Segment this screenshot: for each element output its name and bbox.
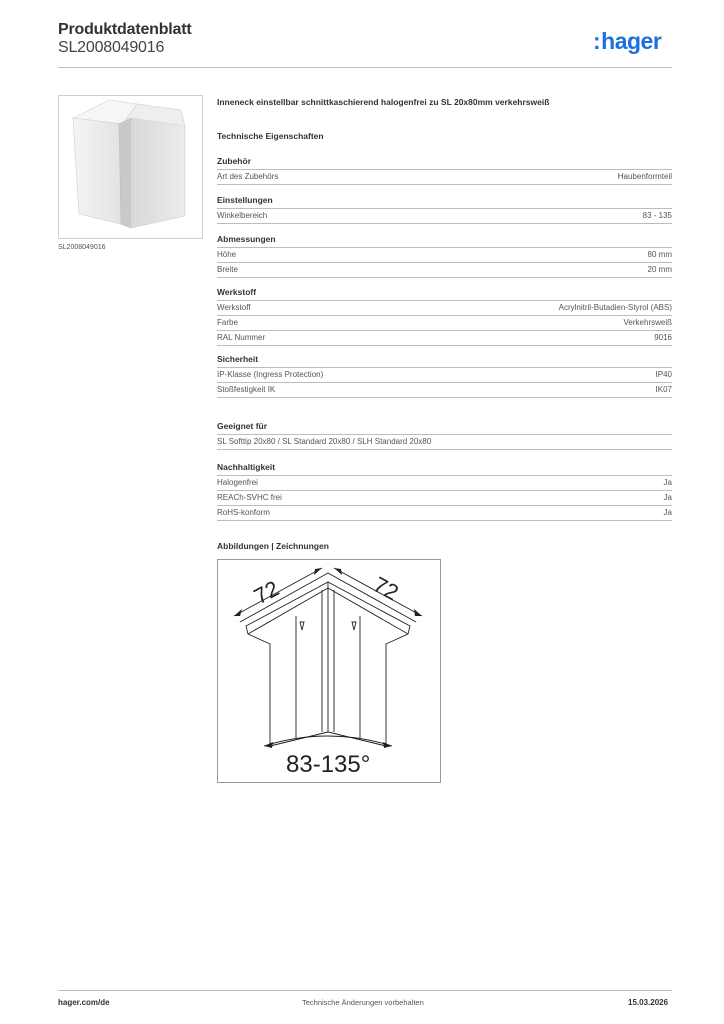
property-value: 20 mm (647, 265, 672, 274)
property-label: SL Softtip 20x80 / SL Standard 20x80 / SLH Standard 20x80 (217, 437, 432, 446)
section-heading: Geeignet für (217, 421, 268, 431)
property-value: IK07 (655, 385, 672, 394)
section-geeignet-fuer (217, 420, 672, 450)
property-value: IP40 (655, 370, 672, 379)
section-heading: Abmessungen (217, 234, 276, 244)
property-value: Ja (663, 493, 672, 502)
property-label: Farbe (217, 318, 238, 327)
property-row (217, 248, 672, 263)
property-label: RoHS-konform (217, 508, 270, 517)
property-value: Haubenformteil (617, 172, 672, 181)
product-image (59, 96, 202, 238)
section-abmessungen (217, 233, 672, 278)
technical-properties-heading: Technische Eigenschaften (217, 131, 324, 141)
product-title: Inneneck einstellbar schnittkaschierend halogenfrei zu SL 20x80mm verkehrsweiß (217, 97, 550, 107)
property-value: Acrylnitril-Butadien-Styrol (ABS) (558, 303, 672, 312)
property-row (217, 263, 672, 278)
property-row (217, 316, 672, 331)
logo-text: hager (601, 28, 662, 54)
technical-drawing (217, 559, 441, 783)
property-label: Art des Zubehörs (217, 172, 279, 181)
property-row (217, 506, 672, 521)
section-heading: Sicherheit (217, 354, 259, 364)
dimension-angle: 83-135° (286, 751, 371, 778)
section-heading: Nachhaltigkeit (217, 462, 276, 472)
section-werkstoff (217, 286, 672, 346)
property-row (217, 301, 672, 316)
product-code: SL2008049016 (58, 39, 165, 56)
section-sicherheit (217, 353, 672, 398)
section-heading: Einstellungen (217, 195, 273, 205)
section-heading: Werkstoff (217, 287, 257, 297)
drawing-svg (218, 560, 440, 782)
property-row (217, 383, 672, 398)
property-label: Stoßfestigkeit IK (217, 385, 276, 394)
thumbnail-caption: SL2008049016 (58, 244, 106, 251)
property-row (217, 476, 672, 491)
dimension-left: 72 (249, 575, 284, 610)
document-title: Produktdatenblatt (58, 21, 192, 38)
dimension-right: 72 (369, 571, 403, 606)
section-heading: Zubehör (217, 156, 251, 166)
footer-website: hager.com/de (58, 998, 110, 1007)
footer-date: 15.03.2026 (628, 998, 669, 1007)
property-value: 83 - 135 (642, 211, 672, 220)
section-einstellungen (217, 194, 672, 224)
property-value: 80 mm (647, 250, 672, 259)
header-divider (58, 67, 672, 68)
property-row (217, 209, 672, 224)
property-label: Winkelbereich (217, 211, 268, 220)
footer-divider (58, 990, 672, 991)
footer-notice: Technische Änderungen vorbehalten (302, 998, 424, 1007)
section-zubehoer (217, 155, 672, 185)
property-label: IP-Klasse (Ingress Protection) (217, 370, 324, 379)
figures-heading: Abbildungen | Zeichnungen (217, 541, 329, 551)
property-value: 9016 (654, 333, 672, 342)
property-row (217, 491, 672, 506)
property-label: Halogenfrei (217, 478, 258, 487)
property-label: REACh-SVHC frei (217, 493, 282, 502)
product-thumbnail (58, 95, 203, 239)
property-value: Ja (663, 478, 672, 487)
section-nachhaltigkeit (217, 461, 672, 521)
property-value: Verkehrsweiß (623, 318, 672, 327)
property-label: Werkstoff (217, 303, 251, 312)
property-label: Breite (217, 265, 238, 274)
hager-logo: :hager (593, 28, 662, 54)
property-label: RAL Nummer (217, 333, 266, 342)
property-row (217, 435, 672, 450)
property-row (217, 170, 672, 185)
property-row (217, 331, 672, 346)
property-row (217, 368, 672, 383)
property-value: Ja (663, 508, 672, 517)
property-label: Höhe (217, 250, 237, 259)
